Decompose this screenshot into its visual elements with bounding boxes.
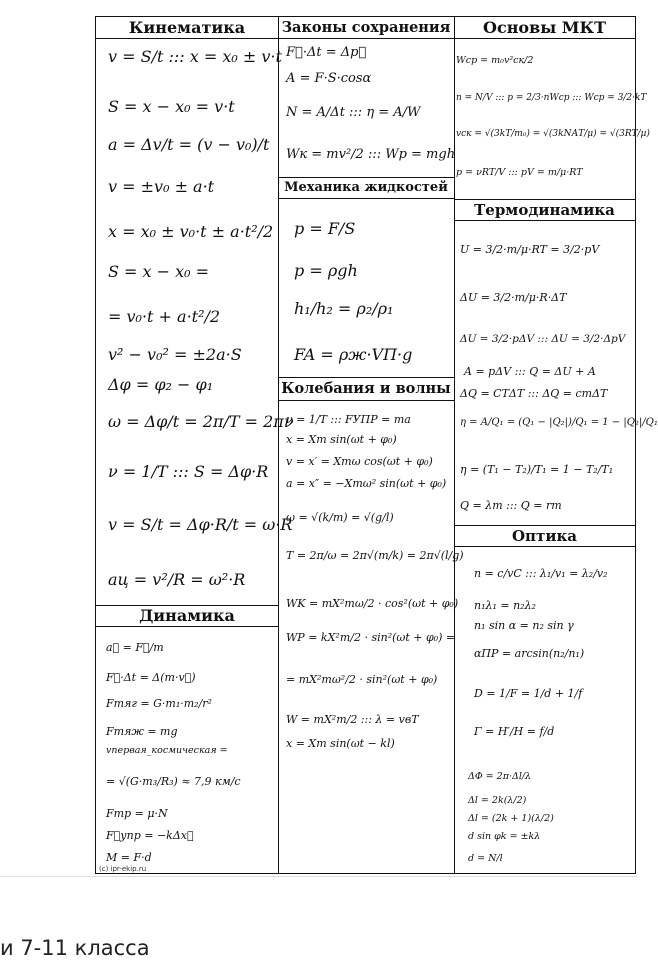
formula: d sin φk = ±kλ (468, 831, 541, 842)
formula: v = S/t = Δφ·R/t = ω·R (108, 515, 293, 534)
section-title-optics: Оптика (454, 525, 635, 547)
formula: ν = 1/T ::: S = Δφ·R (108, 462, 269, 481)
formula: x = Xm sin(ωt + φ₀) (286, 433, 397, 446)
formula: Fтяж = mg (106, 725, 178, 738)
section-title-thermo: Термодинамика (454, 199, 635, 221)
section-title-mkt: Основы МКТ (454, 17, 635, 39)
formula: ν = 1/T ::: FУПР = ma (286, 413, 411, 426)
formula: Wк = mv²/2 ::: Wp = mgh (286, 147, 456, 162)
formula: ω = √(k/m) = √(g/l) (286, 511, 394, 524)
formula: αПР = arcsin(n₂/n₁) (474, 647, 585, 660)
formula: ΔU = 3/2·pΔV ::: ΔU = 3/2·ΔpV (460, 333, 626, 345)
section-title-fluid: Механика жидкостей (278, 177, 454, 199)
formula: a = Δv/t = (v − v₀)/t (108, 135, 270, 154)
formula: v = x′ = Xmω cos(ωt + φ₀) (286, 455, 433, 468)
formula: WP = kX²m/2 · sin²(ωt + φ₀) = (286, 631, 456, 644)
formula: Wср = m₀v²ск/2 (456, 55, 534, 66)
formula: Δl = 2k(λ/2) (468, 795, 527, 806)
formula: v = S/t ::: x = x₀ ± v·t (108, 47, 282, 66)
column-kinematics-dynamics (96, 17, 294, 873)
formula: M = F·d (106, 851, 152, 864)
formula: = mX²mω²/2 · sin²(ωt + φ₀) (286, 673, 438, 686)
formula: a⃗ = F⃗/m (106, 641, 164, 654)
formula: D = 1/F = 1/d + 1/f (474, 687, 583, 700)
formula: vск = √(3kT/m₀) = √(3kNАT/μ) = √(3RT/μ) (456, 129, 650, 139)
formula: Δφ = φ₂ − φ₁ (108, 375, 214, 394)
formula: WK = mX²mω/2 · cos²(ωt + φ₀) (286, 597, 459, 610)
formula: F⃗·Δt = Δ(m·v⃗) (106, 671, 196, 684)
formula: Fтяг = G·m₁·m₂/r² (106, 697, 212, 710)
formula: p = νRT/V ::: pV = m/μ·RT (456, 167, 583, 178)
formula: ΔU = 3/2·m/μ·R·ΔT (460, 291, 567, 304)
formula: FA = ρж·VП·g (294, 345, 413, 364)
formula: Γ = H′/H = f/d (474, 725, 555, 738)
formula: ΔQ = CТΔT ::: ΔQ = cmΔT (460, 387, 608, 400)
formula: v² − v₀² = ±2a·S (108, 345, 242, 364)
formula: T = 2π/ω = 2π√(m/k) = 2π√(l/g) (286, 549, 464, 562)
formula: h₁/h₂ = ρ₂/ρ₁ (294, 299, 394, 318)
formula: = √(G·m₃/R₃) ≈ 7,9 км/с (106, 775, 241, 788)
formula: η = (T₁ − T₂)/T₁ = 1 − T₂/T₁ (460, 463, 614, 476)
formula: A = pΔV ::: Q = ΔU + A (464, 365, 596, 378)
formula: = v₀·t + a·t²/2 (108, 307, 221, 326)
formula: ΔΦ = 2π·Δl/λ (468, 771, 532, 782)
formula: F⃗упр = −kΔx⃗ (106, 829, 194, 842)
formula: n = c/vC ::: λ₁/v₁ = λ₂/v₂ (474, 567, 608, 580)
formula: vпервая_космическая = (106, 745, 228, 756)
formula: A = F·S·cosα (286, 71, 372, 86)
formula: a = x″ = −Xmω² sin(ωt + φ₀) (286, 477, 447, 490)
formula: n₁ sin α = n₂ sin γ (474, 619, 574, 632)
section-title-dynamics: Динамика (96, 605, 278, 627)
formula: v = ±v₀ ± a·t (108, 177, 215, 196)
formula: S = x − x₀ = (108, 262, 210, 281)
footnote: (c) ipr-ekip.ru (99, 865, 147, 873)
formula: Δl = (2k + 1)(λ/2) (468, 813, 554, 824)
formula: p = F/S (294, 219, 356, 238)
formula: n₁λ₁ = n₂λ₂ (474, 599, 536, 612)
section-title-kinematics: Кинематика (96, 17, 278, 39)
caption-text: и 7-11 класса (0, 936, 150, 960)
formula: x = Xm sin(ωt − kl) (286, 737, 395, 750)
formula: W = mX²m/2 ::: λ = vвT (286, 713, 419, 726)
column-mkt-thermo-optics (454, 17, 658, 873)
formula: F⃗·Δt = Δp⃗ (286, 45, 367, 60)
formula: p = ρgh (294, 261, 358, 280)
formula: ω = Δφ/t = 2π/T = 2πν (108, 412, 294, 431)
formula: Fтр = μ·N (106, 807, 168, 820)
formula: η = A/Q₁ = (Q₁ − |Q₂|)/Q₁ = 1 − |Q₂|/Q₁ (460, 417, 658, 428)
formula: aц = v²/R = ω²·R (108, 570, 246, 589)
formula: N = A/Δt ::: η = A/W (286, 105, 421, 120)
formula: Q = λm ::: Q = rm (460, 499, 562, 512)
formula: n = N/V ::: p = 2/3·nWср ::: Wср = 3/2·kT (456, 93, 647, 103)
formula: U = 3/2·m/μ·RT = 3/2·pV (460, 243, 600, 256)
formula: x = x₀ ± v₀·t ± a·t²/2 (108, 222, 274, 241)
section-title-conservation: Законы сохранения (278, 17, 454, 39)
divider (0, 876, 637, 877)
section-title-oscillations: Колебания и волны (278, 377, 454, 401)
formula-sheet (95, 16, 658, 874)
formula: d = N/l (468, 853, 503, 864)
column-conservation-fluid-oscillations (278, 17, 464, 873)
formula: S = x − x₀ = v·t (108, 97, 235, 116)
